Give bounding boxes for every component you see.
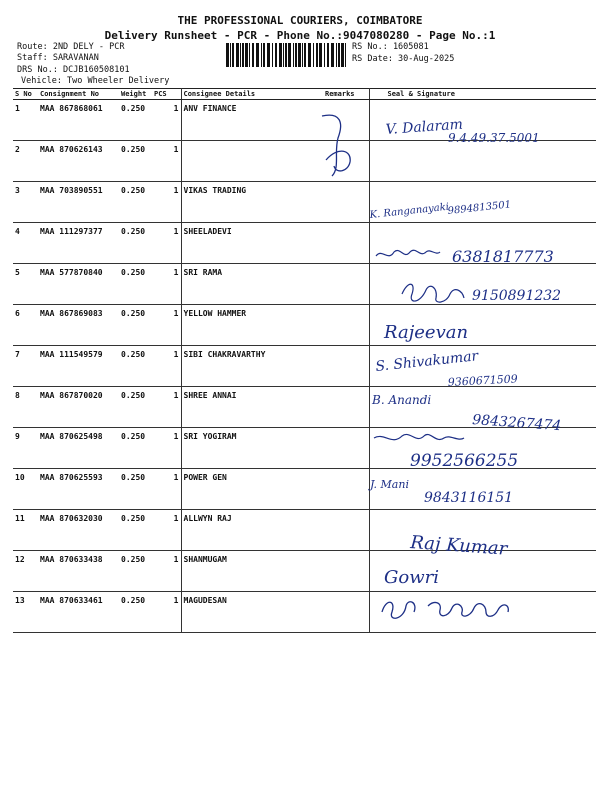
row-consignment-no: MAA 870626143 bbox=[38, 141, 119, 182]
row-consignment-no: MAA 870632030 bbox=[38, 510, 119, 551]
barcode-bar bbox=[319, 43, 322, 67]
barcode-bar bbox=[252, 43, 254, 67]
barcode-bar bbox=[316, 43, 318, 67]
table-row bbox=[13, 387, 596, 428]
row-signature bbox=[369, 510, 596, 551]
route-label: Route: 2ND DELY - PCR bbox=[17, 42, 125, 52]
row-sno: 1 bbox=[13, 100, 38, 141]
row-consignee: SRI RAMA bbox=[181, 264, 323, 305]
row-weight: 0.250 bbox=[119, 387, 152, 428]
row-consignee: SHREE ANNAI bbox=[181, 387, 323, 428]
row-signature bbox=[369, 182, 596, 223]
sig-row4-number: 6381817773 bbox=[452, 247, 554, 266]
row-weight: 0.250 bbox=[119, 264, 152, 305]
row-weight: 0.250 bbox=[119, 182, 152, 223]
barcode-bar bbox=[242, 43, 244, 67]
table-row bbox=[13, 182, 596, 223]
row-pcs: 1 bbox=[152, 264, 181, 305]
row-sno: 13 bbox=[13, 592, 38, 633]
table-row bbox=[13, 510, 596, 551]
row-consignment-no: MAA 703890551 bbox=[38, 182, 119, 223]
table-row bbox=[13, 264, 596, 305]
table-row bbox=[13, 223, 596, 264]
row-signature bbox=[369, 223, 596, 264]
barcode-bar bbox=[230, 43, 231, 67]
barcode-bar bbox=[275, 43, 277, 67]
barcode-bar bbox=[285, 43, 287, 67]
row-pcs: 1 bbox=[152, 141, 181, 182]
barcode-bar bbox=[226, 43, 229, 67]
barcode-bar bbox=[236, 43, 239, 67]
vehicle-label: Vehicle: Two Wheeler Delivery bbox=[21, 76, 170, 86]
table-row bbox=[13, 141, 596, 182]
table-row bbox=[13, 469, 596, 510]
row-weight: 0.250 bbox=[119, 469, 152, 510]
row-remarks bbox=[323, 551, 369, 592]
row-sno: 9 bbox=[13, 428, 38, 469]
row-consignee: SRI YOGIRAM bbox=[181, 428, 323, 469]
row-remarks bbox=[323, 428, 369, 469]
col-header-consignment: Consignment No bbox=[38, 89, 119, 100]
row-pcs: 1 bbox=[152, 346, 181, 387]
col-header-weight: Weight bbox=[119, 89, 152, 100]
barcode-icon bbox=[226, 43, 348, 67]
row-sno: 4 bbox=[13, 223, 38, 264]
sig-row3-name: K. Ranganayaki bbox=[369, 201, 450, 221]
row-sno: 5 bbox=[13, 264, 38, 305]
barcode-bar bbox=[272, 43, 273, 67]
barcode-bar bbox=[298, 43, 301, 67]
row-pcs: 1 bbox=[152, 387, 181, 428]
barcode-bar bbox=[341, 43, 344, 67]
row-sno: 7 bbox=[13, 346, 38, 387]
col-header-consignee: Consignee Details bbox=[181, 89, 323, 100]
row-remarks bbox=[323, 100, 369, 141]
barcode-bar bbox=[267, 43, 270, 67]
barcode-bar bbox=[293, 43, 294, 67]
sig-row10-name: J. Mani bbox=[370, 478, 409, 491]
row-sno: 2 bbox=[13, 141, 38, 182]
barcode-bar bbox=[304, 43, 306, 67]
barcode-bar bbox=[245, 43, 248, 67]
sig-row5-number: 9150891232 bbox=[472, 288, 562, 304]
sig-row6-name: Rajeevan bbox=[384, 322, 469, 343]
row-weight: 0.250 bbox=[119, 346, 152, 387]
row-consignment-no: MAA 870625498 bbox=[38, 428, 119, 469]
barcode-bar bbox=[279, 43, 282, 67]
table-header-row bbox=[13, 89, 596, 100]
row-signature bbox=[369, 141, 596, 182]
table-row bbox=[13, 551, 596, 592]
row-signature bbox=[369, 428, 596, 469]
barcode-bar bbox=[336, 43, 337, 67]
row-signature bbox=[369, 387, 596, 428]
rs-number: RS No.: 1605081 bbox=[352, 42, 429, 52]
row-weight: 0.250 bbox=[119, 428, 152, 469]
row-weight: 0.250 bbox=[119, 592, 152, 633]
row-consignment-no: MAA 577870840 bbox=[38, 264, 119, 305]
barcode-bar bbox=[331, 43, 334, 67]
row-weight: 0.250 bbox=[119, 510, 152, 551]
row-pcs: 1 bbox=[152, 305, 181, 346]
barcode-bar bbox=[249, 43, 250, 67]
row-weight: 0.250 bbox=[119, 305, 152, 346]
col-header-pcs: PCS bbox=[152, 89, 181, 100]
row-weight: 0.250 bbox=[119, 100, 152, 141]
barcode-bar bbox=[313, 43, 314, 67]
row-consignment-no: MAA 111549579 bbox=[38, 346, 119, 387]
sig-row8-number: 9843267474 bbox=[471, 412, 562, 435]
row-consignee: ANV FINANCE bbox=[181, 100, 323, 141]
row-consignee: VIKAS TRADING bbox=[181, 182, 323, 223]
row-consignee: POWER GEN bbox=[181, 469, 323, 510]
row-consignee: ALLWYN RAJ bbox=[181, 510, 323, 551]
row-sno: 10 bbox=[13, 469, 38, 510]
runsheet-subtitle: Delivery Runsheet - PCR - Phone No.:9047080280 - Page No.:1 bbox=[104, 29, 496, 42]
sig-row11-name: Raj Kumar bbox=[409, 532, 508, 560]
row-signature bbox=[369, 469, 596, 510]
sig-row9-number: 9952566255 bbox=[410, 451, 519, 471]
sig-row7-name: S. Shivakumar bbox=[374, 348, 480, 375]
row-pcs: 1 bbox=[152, 592, 181, 633]
sig-row8-name: B. Anandi bbox=[372, 393, 432, 407]
table-row bbox=[13, 346, 596, 387]
row-signature bbox=[369, 264, 596, 305]
table-row bbox=[13, 100, 596, 141]
row-remarks bbox=[323, 469, 369, 510]
barcode-bar bbox=[283, 43, 284, 67]
barcode-bar bbox=[338, 43, 340, 67]
barcode-bar bbox=[324, 43, 325, 67]
row-weight: 0.250 bbox=[119, 141, 152, 182]
row-remarks bbox=[323, 182, 369, 223]
row-pcs: 1 bbox=[152, 428, 181, 469]
sig-row1-name: V. Dalaram bbox=[385, 116, 464, 138]
row-consignee: SIBI CHAKRAVARTHY bbox=[181, 346, 323, 387]
row-signature bbox=[369, 592, 596, 633]
row-pcs: 1 bbox=[152, 100, 181, 141]
barcode-bar bbox=[302, 43, 303, 67]
row-consignee bbox=[181, 141, 323, 182]
row-consignment-no: MAA 867870020 bbox=[38, 387, 119, 428]
row-consignment-no: MAA 870633438 bbox=[38, 551, 119, 592]
row-pcs: 1 bbox=[152, 469, 181, 510]
drs-number: DRS No.: DCJB160508101 bbox=[17, 65, 130, 75]
col-header-remarks: Remarks bbox=[323, 89, 369, 100]
row-pcs: 1 bbox=[152, 551, 181, 592]
row-remarks bbox=[323, 346, 369, 387]
barcode-bar bbox=[240, 43, 241, 67]
row-sno: 6 bbox=[13, 305, 38, 346]
col-header-sno: S No bbox=[13, 89, 38, 100]
row-consignment-no: MAA 867868061 bbox=[38, 100, 119, 141]
barcode-bar bbox=[308, 43, 311, 67]
row-signature bbox=[369, 305, 596, 346]
rs-date: RS Date: 30-Aug-2025 bbox=[352, 54, 455, 64]
row-remarks bbox=[323, 592, 369, 633]
table-row bbox=[13, 428, 596, 469]
staff-label: Staff: SARAVANAN bbox=[17, 53, 99, 63]
row-consignment-no: MAA 870633461 bbox=[38, 592, 119, 633]
row-signature bbox=[369, 100, 596, 141]
row-remarks bbox=[323, 223, 369, 264]
row-signature bbox=[369, 551, 596, 592]
row-remarks bbox=[323, 510, 369, 551]
row-pcs: 1 bbox=[152, 510, 181, 551]
row-sno: 3 bbox=[13, 182, 38, 223]
row-pcs: 1 bbox=[152, 182, 181, 223]
sig-row7-number: 9360671509 bbox=[447, 372, 519, 389]
row-consignment-no: MAA 111297377 bbox=[38, 223, 119, 264]
row-weight: 0.250 bbox=[119, 551, 152, 592]
barcode-bar bbox=[288, 43, 291, 67]
row-sno: 8 bbox=[13, 387, 38, 428]
sig-row12-name: Gowri bbox=[384, 567, 439, 588]
barcode-bar bbox=[345, 43, 346, 67]
row-signature bbox=[369, 346, 596, 387]
row-consignee: YELLOW HAMMER bbox=[181, 305, 323, 346]
row-remarks bbox=[323, 387, 369, 428]
row-consignee: SHANMUGAM bbox=[181, 551, 323, 592]
runsheet-table bbox=[13, 88, 596, 633]
row-remarks bbox=[323, 264, 369, 305]
row-consignee: SHEELADEVI bbox=[181, 223, 323, 264]
barcode-bar bbox=[327, 43, 329, 67]
barcode-bar bbox=[232, 43, 234, 67]
row-sno: 12 bbox=[13, 551, 38, 592]
row-weight: 0.250 bbox=[119, 223, 152, 264]
company-name: THE PROFESSIONAL COURIERS, COIMBATORE bbox=[177, 14, 423, 27]
sig-row1-number: 9.4.49.37.5001 bbox=[448, 131, 540, 145]
barcode-bar bbox=[263, 43, 265, 67]
barcode-bar bbox=[261, 43, 262, 67]
sig-row10-number: 9843116151 bbox=[424, 490, 514, 506]
barcode-bar bbox=[256, 43, 259, 67]
row-remarks bbox=[323, 305, 369, 346]
row-consignment-no: MAA 870625593 bbox=[38, 469, 119, 510]
barcode-bar bbox=[295, 43, 297, 67]
col-header-signature: Seal & Signature bbox=[369, 89, 596, 100]
row-consignee: MAGUDESAN bbox=[181, 592, 323, 633]
table-row bbox=[13, 592, 596, 633]
table-row bbox=[13, 305, 596, 346]
row-consignment-no: MAA 867869083 bbox=[38, 305, 119, 346]
row-remarks bbox=[323, 141, 369, 182]
row-pcs: 1 bbox=[152, 223, 181, 264]
row-sno: 11 bbox=[13, 510, 38, 551]
sig-row3-number: 9894813501 bbox=[447, 199, 512, 217]
